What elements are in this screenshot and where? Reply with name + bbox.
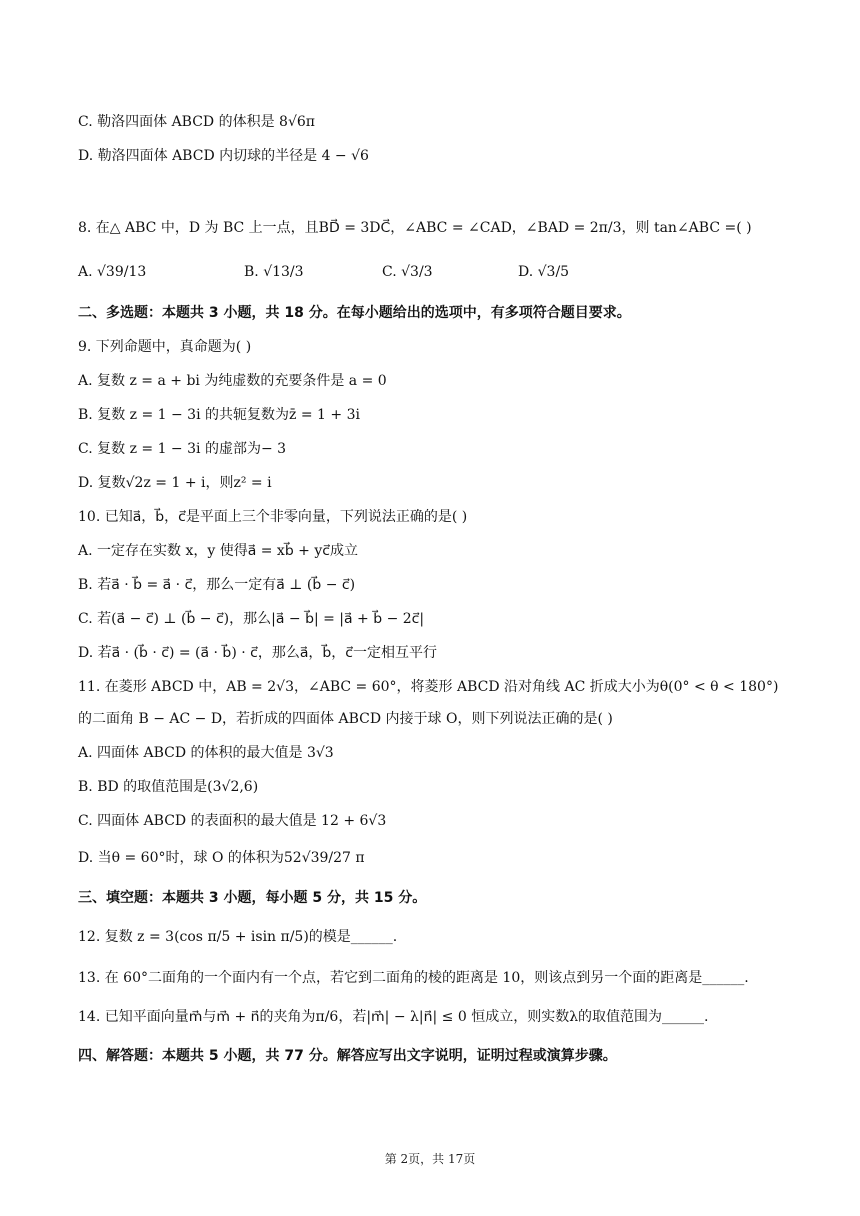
question-13: 13. 在 60°二面角的一个面内有一个点，若它到二面角的棱的距离是 10，则该点到另一个面的距离是______.: [78, 970, 749, 986]
question-11-stem-line-2: 的二面角 B − AC − D，若折成的四面体 ABCD 内接于球 O，则下列说法正确的是( ): [78, 711, 613, 727]
question-11-option-a: A. 四面体 ABCD 的体积的最大值是 3√3: [78, 745, 334, 761]
question-9-option-d: D. 复数√2z = 1 + i，则z² = i: [78, 475, 272, 491]
question-11-option-b: B. BD 的取值范围是(3√2,6): [78, 779, 259, 795]
question-14: 14. 已知平面向量m⃗与m⃗ + n⃗的夹角为π/6，若|m⃗| − λ|n⃗| ≤ 0 恒成立，则实数λ的取值范围为______.: [78, 1009, 709, 1025]
question-11-option-d: D. 当θ = 60°时，球 O 的体积为52√39/27 π: [78, 850, 365, 866]
question-8-option-c: C. √3/3: [382, 264, 433, 280]
question-7-option-d: D. 勒洛四面体 ABCD 内切球的半径是 4 − √6: [78, 148, 369, 164]
section-2-heading: 二、多选题：本题共 3 小题，共 18 分。在每小题给出的选项中，有多项符合题目要求。: [78, 305, 631, 321]
question-9-option-b: B. 复数 z = 1 − 3i 的共轭复数为z̄ = 1 + 3i: [78, 407, 360, 423]
question-11-option-c: C. 四面体 ABCD 的表面积的最大值是 12 + 6√3: [78, 813, 387, 829]
question-10-option-c: C. 若(a⃗ − c⃗) ⊥ (b⃗ − c⃗)，那么|a⃗ − b⃗| = |a⃗ + b⃗ − 2c⃗|: [78, 611, 425, 627]
question-8-option-a: A. √39/13: [78, 264, 147, 280]
question-11-stem-line-1: 11. 在菱形 ABCD 中，AB = 2√3，∠ABC = 60°，将菱形 ABCD 沿对角线 AC 折成大小为θ(0° < θ < 180°): [78, 679, 779, 695]
question-8-option-b: B. √13/3: [244, 264, 304, 280]
question-10-stem: 10. 已知a⃗，b⃗，c⃗是平面上三个非零向量，下列说法正确的是( ): [78, 509, 468, 525]
question-7-option-c: C. 勒洛四面体 ABCD 的体积是 8√6π: [78, 114, 315, 130]
question-8-option-d: D. √3/5: [518, 264, 570, 280]
page-footer: 第 2页，共 17页: [384, 1152, 476, 1166]
section-3-heading: 三、填空题：本题共 3 小题，每小题 5 分，共 15 分。: [78, 890, 427, 906]
question-10-option-d: D. 若a⃗ · (b⃗ · c⃗) = (a⃗ · b⃗) · c⃗，那么a⃗，b⃗，c⃗一定相互平行: [78, 645, 437, 661]
question-12: 12. 复数 z = 3(cos π/5 + isin π/5)的模是______.: [78, 929, 398, 945]
question-9-stem: 9. 下列命题中，真命题为( ): [78, 339, 252, 355]
section-4-heading: 四、解答题：本题共 5 小题，共 77 分。解答应写出文字说明，证明过程或演算步骤。: [78, 1048, 617, 1064]
question-10-option-a: A. 一定存在实数 x，y 使得a⃗ = xb⃗ + yc⃗成立: [78, 543, 358, 559]
question-8-stem: 8. 在△ ABC 中，D 为 BC 上一点，且BD⃗ = 3DC⃗，∠ABC = ∠CAD，∠BAD = 2π/3，则 tan∠ABC =( ): [78, 220, 752, 236]
question-9-option-a: A. 复数 z = a + bi 为纯虚数的充要条件是 a = 0: [78, 373, 387, 389]
question-10-option-b: B. 若a⃗ · b⃗ = a⃗ · c⃗，那么一定有a⃗ ⊥ (b⃗ − c⃗): [78, 577, 356, 593]
question-9-option-c: C. 复数 z = 1 − 3i 的虚部为− 3: [78, 441, 287, 457]
